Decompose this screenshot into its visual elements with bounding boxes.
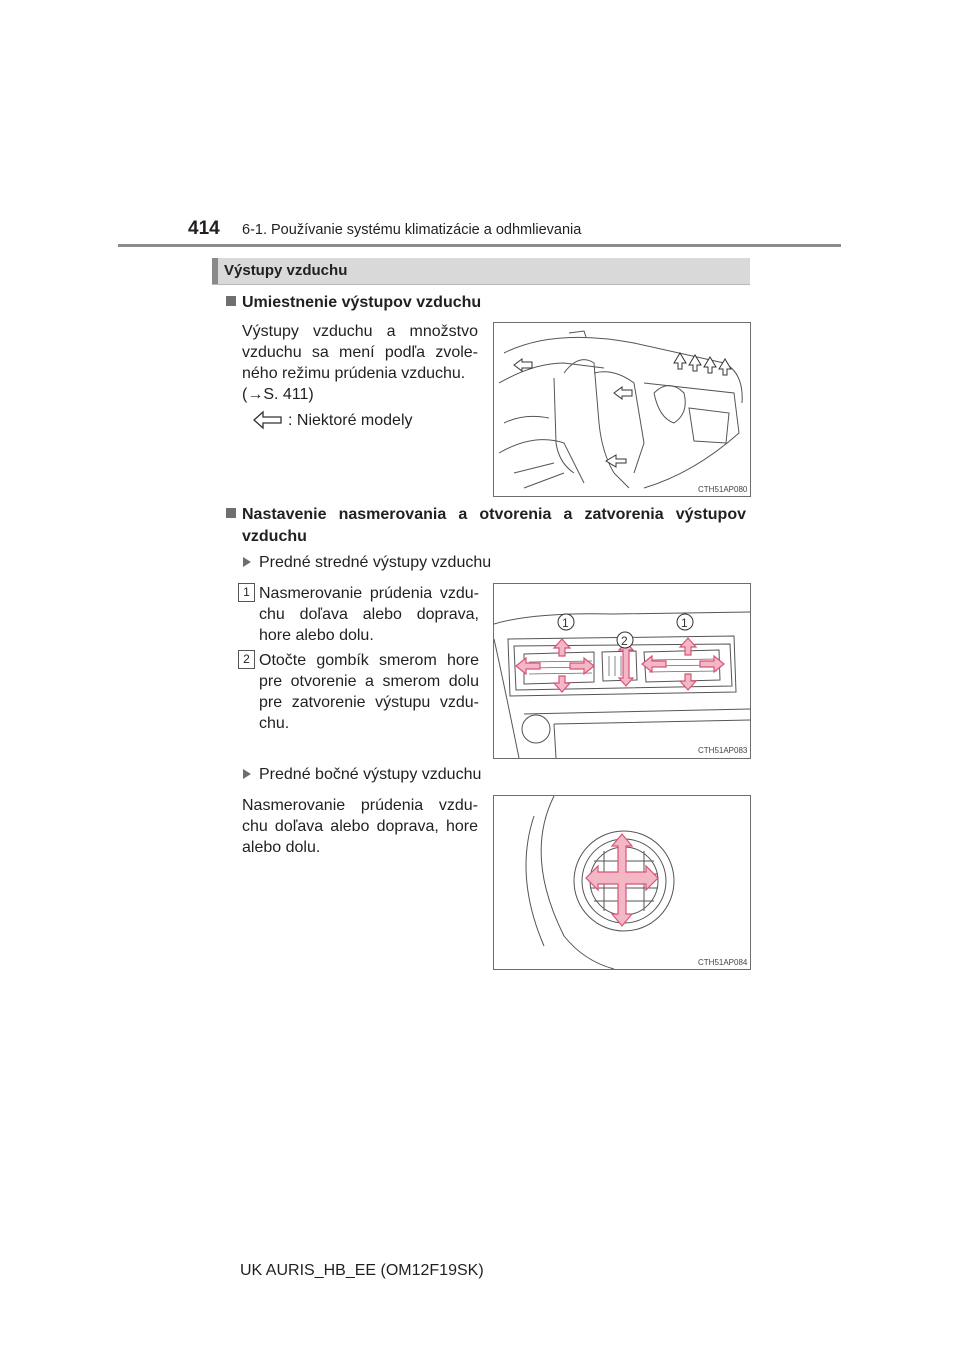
car-interior-illustration [494,323,750,496]
triangle-bullet-icon [243,557,251,567]
subsection-title: Výstupy vzduchu [224,262,348,279]
item-number-2: 2 [238,650,255,669]
square-bullet-icon [226,508,236,518]
figure-code: CTH51AP084 [698,958,748,967]
header-rule [118,244,841,247]
page-number: 414 [188,218,220,239]
front-side-text: Nasmerovanie prúdenia vzdu- chu doľava alebo doprava, hore alebo dolu. [242,797,478,856]
figure-side-vent [493,795,751,970]
figure-code: CTH51AP080 [698,485,748,494]
location-text: Výstupy vzduchu a množstvo vzduchu sa mení podľa zvole- ného režimu prúdenia vzduchu. (→S. 411) [242,323,478,403]
square-bullet-icon [226,296,236,306]
triangle-bullet-icon [243,769,251,779]
legend-text: : Niektoré modely [288,412,413,429]
figure-interior [493,322,751,497]
adjust-heading: Nastavenie nasmerovania a otvorenia a zatvorenia výstupov vzduchu [226,504,746,548]
front-center-item-2: Otočte gombík smerom hore pre otvorenie a smerom dolu pre zatvorenie výstupu vzdu- chu. [259,652,479,732]
subsection-accent [212,258,218,284]
footer-model: UK AURIS_HB_EE (OM12F19SK) [240,1262,484,1279]
callout-1-right: 1 [681,616,688,630]
figure-code: CTH51AP083 [698,746,748,755]
figure-center-vents [493,583,751,759]
center-vents-illustration [494,584,750,758]
front-center-item-1: Nasmerovanie prúdenia vzdu- chu doľava alebo doprava, hore alebo dolu. [259,585,479,644]
airflow-arrow-icon [253,410,283,430]
callout-2: 2 [621,634,628,648]
section-title: 6-1. Používanie systému klimatizácie a odhmlievania [242,222,582,238]
location-heading: Umiestnenie výstupov vzduchu [226,292,481,314]
side-vent-illustration [494,796,750,969]
front-center-title: Predné stredné výstupy vzduchu [243,552,491,573]
front-side-title: Predné bočné výstupy vzduchu [243,764,481,785]
subsection-bar [212,258,750,285]
callout-1-left: 1 [562,616,569,630]
item-number-1: 1 [238,583,255,602]
